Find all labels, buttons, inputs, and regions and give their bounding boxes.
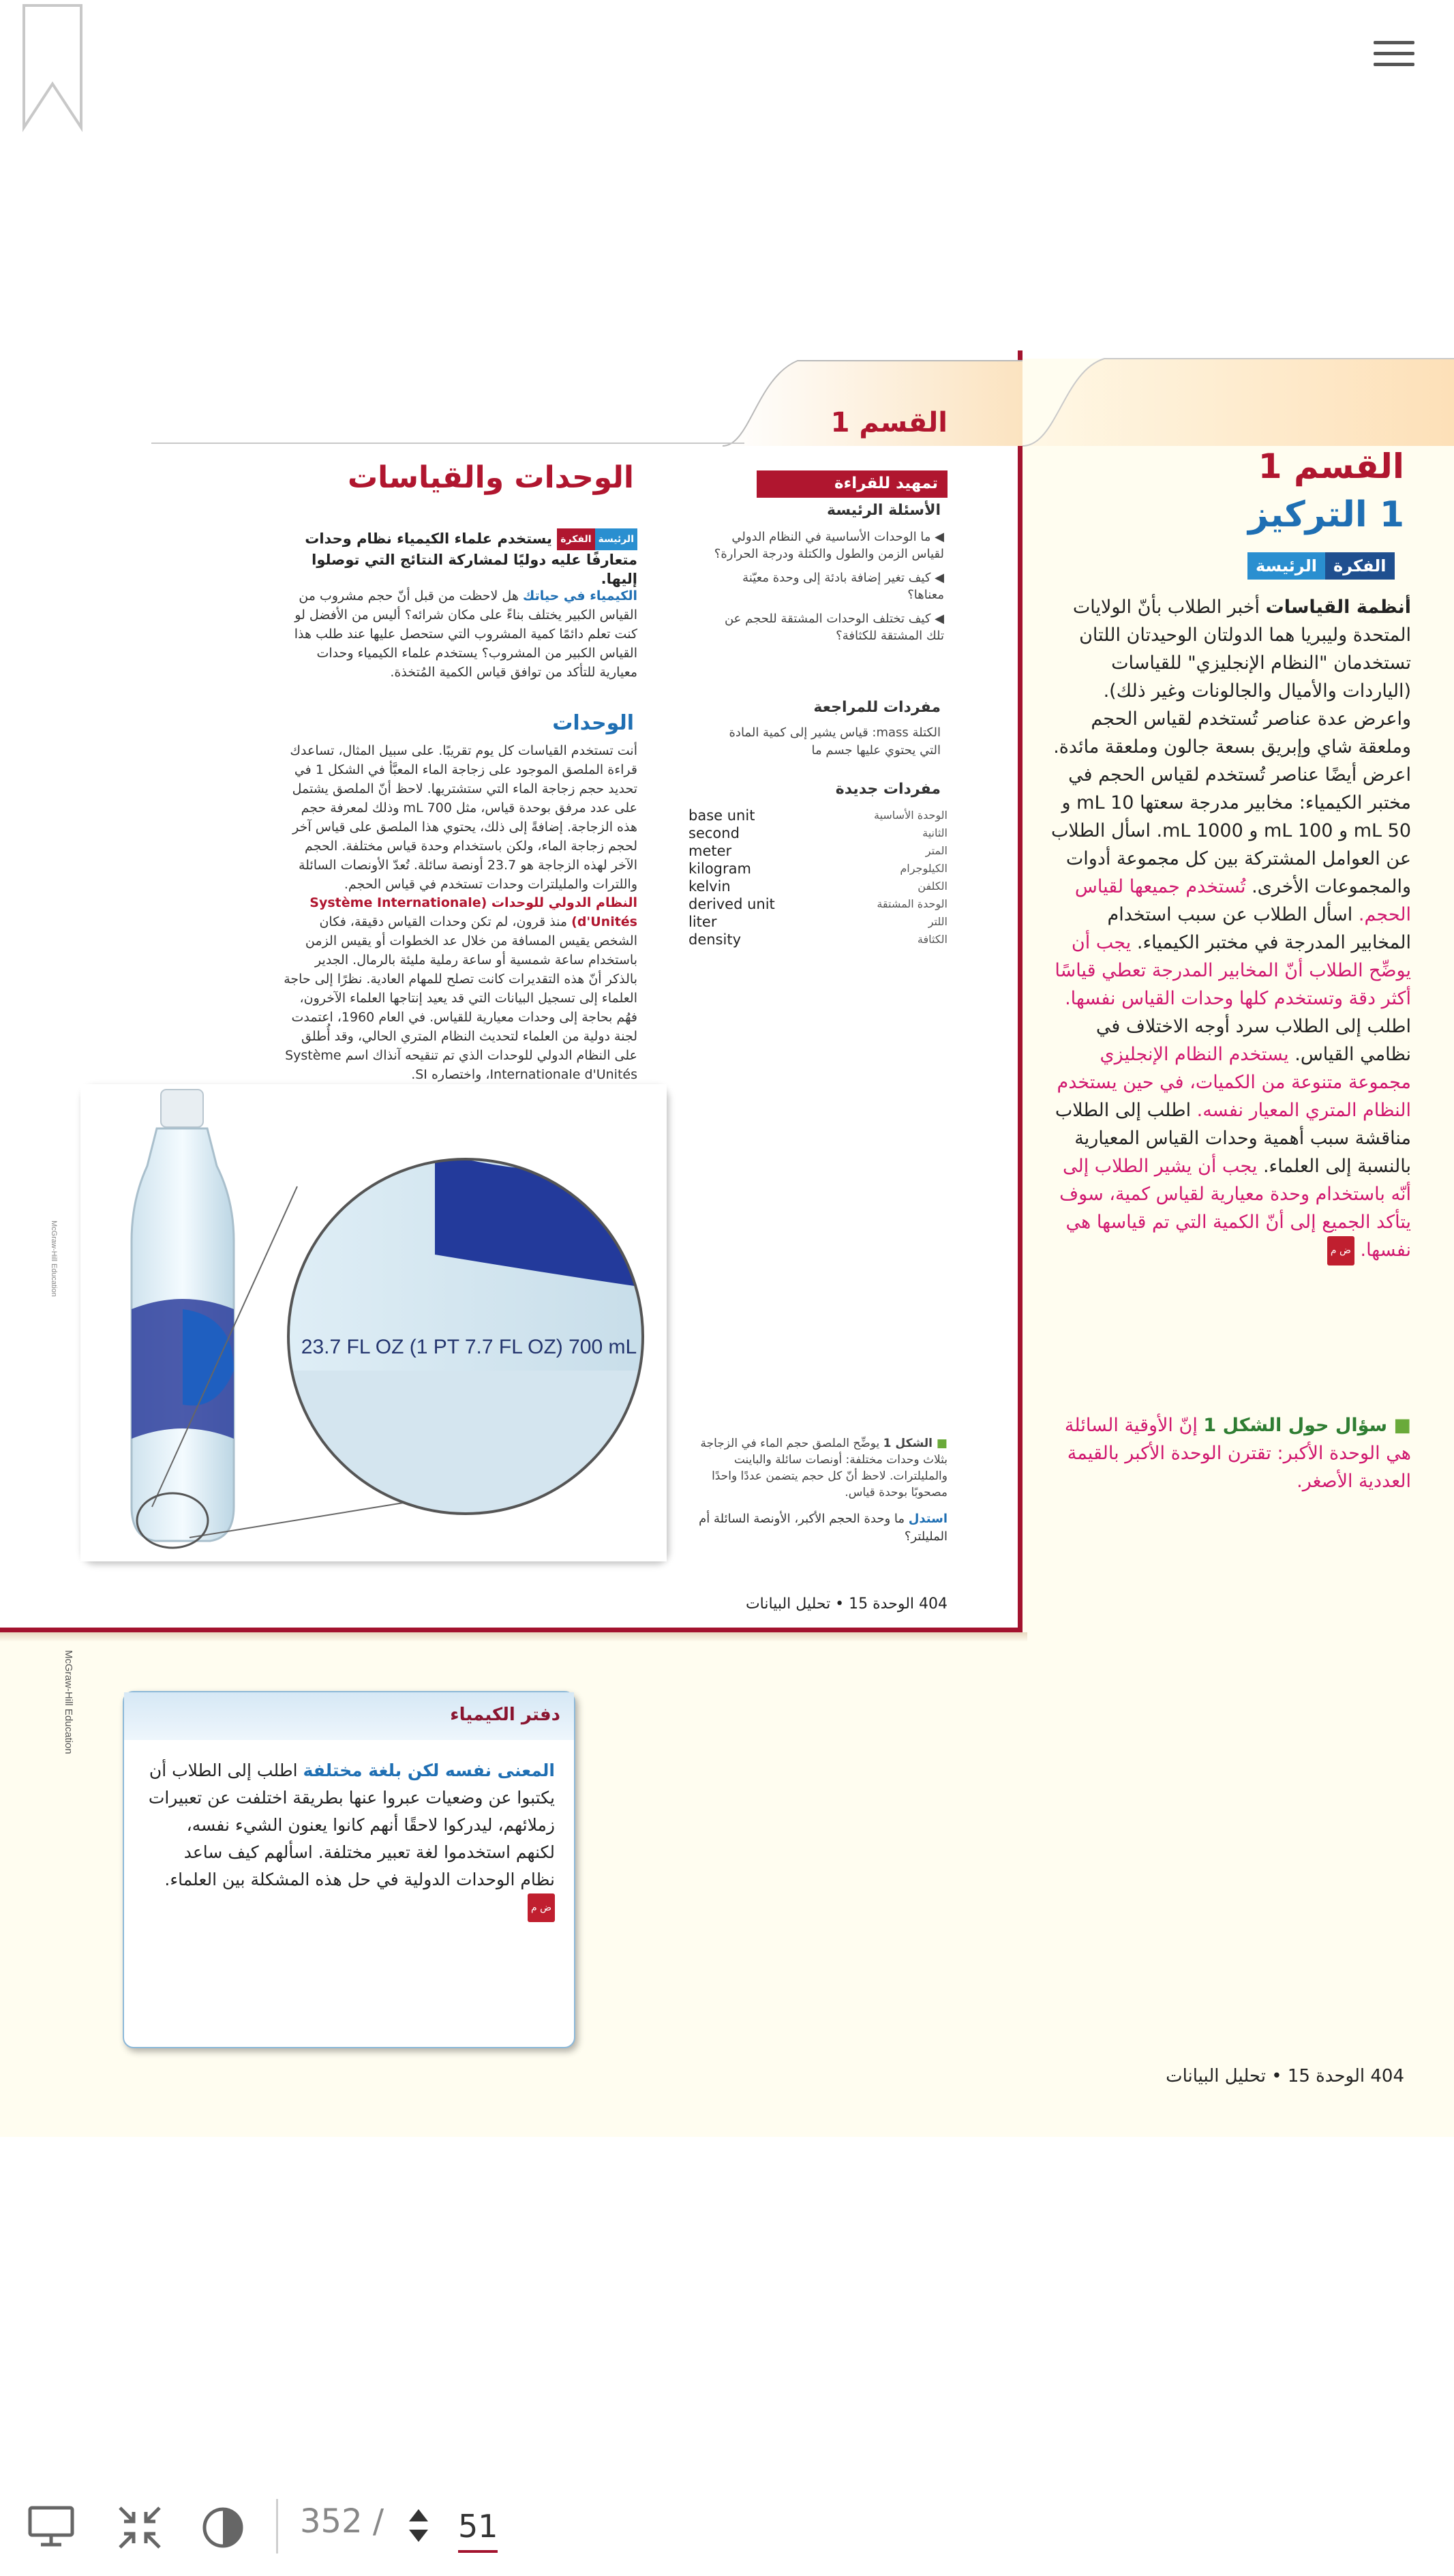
chemistry-journal-box bbox=[123, 1691, 575, 2048]
journal-lead: المعنى نفسه لكن بلغة مختلفة bbox=[303, 1761, 555, 1780]
inner-page-shadow bbox=[0, 1632, 1027, 1642]
chem-in-life-paragraph bbox=[283, 586, 637, 682]
figure-question-body: ما وحدة الحجم الأكبر، الأونصة السائلة أم المليلتر؟ bbox=[699, 1512, 948, 1544]
teacher-lead: أنظمة القياسات bbox=[1265, 597, 1411, 618]
vocab-ar: الوحدة الأساسية bbox=[873, 809, 948, 822]
chem-in-life-text: هل لاحظت من قبل أنّ حجم مشروب من القياس الكبير يختلف بناءً على مكان شرائه؟ أليس من الأفضل لو كنت تعلم دائمًا كمية المشروب التي ستحصل عليها عند طلب هذا القياس الكبير من المشروب؟ يستخدم علماء الكيمياء وحدات معيارية للتأكد من توافق قياس الكمية المُتخذة. bbox=[294, 588, 637, 680]
teacher-page-footer: 404 الوحدة 15 • تحليل البيانات bbox=[1166, 2066, 1404, 2086]
vocab-en: kelvin bbox=[688, 878, 731, 895]
teacher-answer: يجب أن يشير الطلاب إلى أنّه باستخدام وحدة معيارية لقياس كمية، سوف يتأكد الجميع إلى أنّ الكمية التي تم قياسها هي نفسها. bbox=[1059, 1156, 1411, 1261]
vocab-ar: الكلفن bbox=[918, 880, 948, 893]
bookmark-icon[interactable] bbox=[22, 3, 83, 130]
contrast-icon[interactable] bbox=[201, 2506, 245, 2549]
new-vocab-list bbox=[688, 807, 948, 948]
vocab-row bbox=[688, 824, 948, 842]
toolbar-separator bbox=[276, 2499, 278, 2553]
main-idea-badge bbox=[1247, 552, 1395, 585]
page-number-input[interactable] bbox=[458, 2502, 498, 2553]
differentiation-tag: ض م bbox=[528, 1893, 555, 1922]
key-question-text: ما الوحدات الأساسية في النظام الدولي لقياس الزمن والطول والكتلة ودرجة الحرارة؟ bbox=[714, 530, 944, 561]
vocab-ar: الثانية bbox=[922, 826, 948, 839]
vocab-row bbox=[688, 860, 948, 878]
key-question: ◀ ما الوحدات الأساسية في النظام الدولي لقياس الزمن والطول والكتلة ودرجة الحرارة؟ bbox=[714, 530, 944, 561]
side-credit bbox=[42, 1220, 56, 1561]
page-title: الوحدات والقياسات bbox=[347, 460, 634, 495]
differentiation-tag: ض م bbox=[1327, 1236, 1354, 1265]
journal-body bbox=[146, 1757, 555, 1922]
outer-header-curve bbox=[1023, 350, 1454, 446]
units-heading: الوحدات bbox=[552, 711, 634, 735]
shrink-icon[interactable] bbox=[116, 2504, 164, 2551]
vocab-row bbox=[688, 895, 948, 913]
teacher-answer: تُستخدم جميعها لقياس الحجم. bbox=[1074, 876, 1411, 925]
vocab-en: base unit bbox=[688, 807, 755, 824]
journal-text: اطلب إلى الطلاب أن يكتبوا عن وضعيات عبروا عنها بطريقة اختلفت عن تعبيرات زملائهم، ليدركوا لاحقًا أنهم كانوا يعنون الشيء نفسه، لكنهم استخدموا لغة تعبير مختلفة. اسألهم كيف ساعد نظام الوحدات الدولية في حل هذه المشكلة بين العلماء. bbox=[148, 1761, 555, 1889]
new-vocab-heading: مفردات جديدة bbox=[835, 781, 941, 798]
vocab-ar: اللتر bbox=[928, 915, 948, 928]
teacher-text: أخبر الطلاب بأنّ الولايات المتحدة وليبريا هما الدولتان الوحيدتان اللتان تستخدمان "النظام الإنجليزي" للقياسات (الياردات والأميال والجالونات وغير ذلك). واعرض عدة عناصر تُستخدم لقياس الحجم وملعقة شاي وإبريق بسعة جالون وملعقة مائدة. اعرض أيضًا عناصر تُستخدم لقياس الحجم في مختبر الكيمياء: مخابير مدرجة سعتها 10 mL و 50 mL و 100 mL و 1000 mL. اسأل الطلاب عن العوامل المشتركة بين كل مجموعة أدوات والمجموعات الأخرى. bbox=[1051, 597, 1411, 897]
figure-question-text: إنّ الأوقية السائلة هي الوحدة الأكبر: تقترن الوحدة الأكبر بالقيمة العددية الأصغر. bbox=[1064, 1415, 1411, 1492]
page-total: 352 / bbox=[300, 2502, 384, 2541]
figure-caption-text: يوضِّح الملصق حجم الماء في الزجاجة بثلاث وحدات مختلفة: أونصات سائلة والباينت والمليلترات. لاحظ أنّ كل حجم يتضمن عددًا واحدًا مصحوبًا بوحدة قياس. bbox=[700, 1437, 948, 1499]
header-rule bbox=[151, 436, 744, 450]
teacher-text: اسأل الطلاب عن سبب استخدام المخابير المدرجة في مختبر الكيمياء. bbox=[1107, 904, 1411, 953]
figure-question-label: سؤال حول الشكل 1 bbox=[1203, 1415, 1388, 1436]
outer-credit-text: McGraw-Hill Education bbox=[63, 1650, 74, 1754]
screen-icon[interactable] bbox=[27, 2502, 75, 2550]
teacher-answer: يستخدم النظام الإنجليزي مجموعة متنوعة من الكميات، في حين يستخدم النظام المتري المعيار نفسه. bbox=[1057, 1044, 1411, 1121]
vocab-row bbox=[688, 807, 948, 824]
vocab-row bbox=[688, 931, 948, 948]
vocab-en: second bbox=[688, 825, 740, 841]
badge-part2: الرئيسة bbox=[1247, 552, 1325, 580]
vocab-ar: المتر bbox=[925, 844, 948, 857]
teacher-section-label: القسم 1 bbox=[1258, 447, 1404, 486]
key-question-text: كيف تغير إضافة بادئة إلى وحدة معيّنة معناها؟ bbox=[742, 571, 944, 602]
figure-question-lead: استدل bbox=[908, 1512, 948, 1526]
vocab-en: derived unit bbox=[688, 896, 775, 912]
mini-badge-part1: الفكرة bbox=[557, 528, 594, 550]
si-lead: النظام الدولي للوحدات (Système Internationale d'Unités) bbox=[309, 895, 637, 929]
vocab-row bbox=[688, 842, 948, 860]
vocab-en: kilogram bbox=[688, 860, 751, 877]
teacher-answer: يجب أن يوضِّح الطلاب أنّ المخابير المدرجة تعطي قياسًا أكثر دقة وتستخدم كلها وحدات القياس نفسها. bbox=[1055, 932, 1411, 1009]
figure-question-answer: ■ سؤال حول الشكل 1 إنّ الأوقية السائلة هي الوحدة الأكبر: تقترن الوحدة الأكبر بالقيمة العددية الأصغر. bbox=[1064, 1415, 1411, 1492]
key-question-text: كيف تختلف الوحدات المشتقة للحجم عن تلك المشتقة للكثافة؟ bbox=[724, 612, 944, 643]
main-idea-text: يستخدم علماء الكيمياء نظام وحدات متعارفًا عليه دوليًا لمشاركة النتائج التي توصلوا إليها. bbox=[305, 530, 637, 587]
key-questions-heading: الأسئلة الرئيسة bbox=[827, 502, 941, 519]
teacher-notes-body bbox=[1043, 593, 1411, 1265]
figure-question bbox=[688, 1510, 948, 1546]
main-idea-mini-badge bbox=[557, 528, 637, 550]
teacher-text: اطلب إلى الطلاب مناقشة سبب أهمية وحدات القياس المعيارية بالنسبة إلى العلماء. bbox=[1055, 1100, 1411, 1177]
vocab-en: density bbox=[688, 931, 741, 948]
inner-page-footer: 404 الوحدة 15 • تحليل البيانات bbox=[745, 1596, 948, 1613]
figure-caption: ■ الشكل 1 يوضِّح الملصق حجم الماء في الزجاجة بثلاث وحدات مختلفة: أونصات سائلة والباينت والمليلترات. لاحظ أنّ كل حجم يتضمن عددًا واحدًا مصحوبًا بوحدة قياس. bbox=[700, 1437, 948, 1499]
chem-in-life-lead: الكيمياء في حياتك bbox=[522, 588, 637, 603]
figure-caption-lead: الشكل 1 bbox=[883, 1437, 933, 1450]
teacher-focus-title: 1 التركيز bbox=[1247, 494, 1404, 535]
menu-icon[interactable] bbox=[1374, 41, 1414, 71]
vocab-row bbox=[688, 878, 948, 895]
key-question: ◀ كيف تختلف الوحدات المشتقة للحجم عن تلك المشتقة للكثافة؟ bbox=[724, 612, 944, 643]
water-bottle-photo bbox=[80, 1084, 667, 1561]
reading-prep-header: تمهيد للقراءة bbox=[757, 470, 948, 498]
badge-part1: الفكرة bbox=[1325, 552, 1395, 580]
vocab-en: meter bbox=[688, 843, 732, 859]
side-credit-text: McGraw-Hill Education bbox=[50, 1220, 58, 1297]
outer-credit bbox=[55, 1650, 74, 2080]
teacher-text: اطلب إلى الطلاب سرد أوجه الاختلاف في نظامي القياس. bbox=[1095, 1016, 1411, 1065]
bottle-label-text: 23.7 FL OZ (1 PT 7.7 FL OZ) 700 mL bbox=[301, 1336, 637, 1358]
vocab-ar: الوحدة المشتقة bbox=[877, 897, 948, 910]
vocab-row bbox=[688, 913, 948, 931]
units-paragraph: أنت تستخدم القياسات كل يوم تقريبًا. على سبيل المثال، تساعدك قراءة الملصق الموجود على زجاجة الماء المعبَّأ في الشكل 1 في تحديد حجم زجاجة الماء التي ستشتريها. لاحظ أنّ الملصق يشتمل على عدد مرفق بوحدة قياس، مثل 700 mL وذلك لمعرفة حجم هذه الزجاجة. إضافةً إلى ذلك، يحتوي هذا الملصق على قياس آخر لحجم زجاجة الماء، ولكن باستخدام وحدة قياس مختلفة. الحجم الآخر لهذه الزجاجة هو 23.7 أونصة سائلة. تُعدّ الأونصات السائلة واللترات والمليلترات وحدات تستخدم في قياس الحجم. bbox=[290, 743, 637, 892]
main-idea bbox=[283, 528, 637, 588]
mini-badge-part2: الرئيسة bbox=[595, 528, 637, 550]
bottle-illustration bbox=[80, 1084, 667, 1561]
vocab-ar: الكيلوجرام bbox=[900, 862, 948, 875]
review-vocab-heading: مفردات للمراجعة bbox=[813, 699, 941, 716]
section-label: القسم 1 bbox=[830, 407, 948, 438]
vocab-ar: الكثافة bbox=[917, 933, 948, 946]
review-vocab: الكتلة mass: قياس يشير إلى كمية المادة التي يحتوي عليها جسم ما bbox=[729, 725, 941, 758]
si-text: منذ قرون، لم تكن وحدات القياس دقيقة، فكان الشخص يقيس المسافة من خلال عد الخطوات أو يقيس الزمن باستخدام ساعة شمسية أو ساعة رملية مليئة بالرمال. الجدير بالذكر أنّ هذه التقديرات كانت تصلح للمهام العادية. نظرًا إلى حاجة العلماء إلى تسجيل البيانات التي قد يعيد إنتاجها العلماء الآخرون، فهُم بحاجة إلى وحدات معيارية للقياس. في العام 1960، اعتمدت لجنة دولية من العلماء لتحديث النظام المتري الحالي، وقد أُطلق على النظام الدولي للوحدات الذي تم تنقيحه آنذاك اسم Système Internationale d'Unités، واختصاره SI. bbox=[284, 914, 637, 1082]
si-paragraph bbox=[283, 893, 637, 1084]
vocab-en: liter bbox=[688, 914, 717, 930]
journal-title: دفتر الكيمياء bbox=[450, 1705, 560, 1725]
stepper-icon[interactable] bbox=[402, 2501, 435, 2550]
key-question: ◀ كيف تغير إضافة بادئة إلى وحدة معيّنة معناها؟ bbox=[742, 571, 944, 602]
key-questions-list bbox=[709, 528, 944, 651]
